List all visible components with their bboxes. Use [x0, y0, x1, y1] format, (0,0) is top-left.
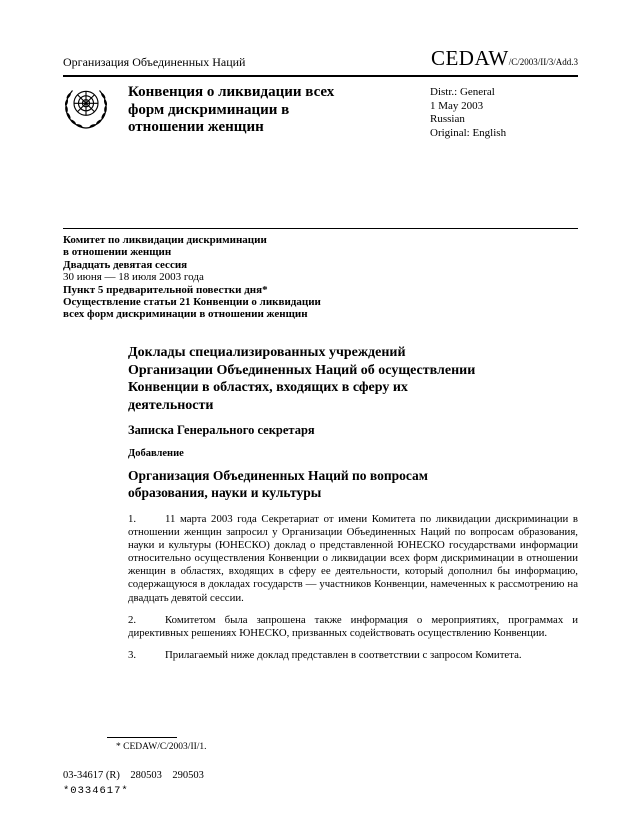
report-title-line: деятельности	[128, 397, 214, 413]
unesco-section-title	[128, 467, 528, 501]
paragraph-number: 2.	[128, 613, 137, 626]
document-symbol	[431, 46, 578, 71]
distribution-block	[430, 86, 506, 140]
paragraph	[128, 513, 578, 605]
report-title	[128, 344, 548, 414]
footer-print-code: *0334617*	[63, 785, 129, 797]
organization-name: Организация Объединенных Наций	[63, 55, 246, 69]
language-line: Russian	[430, 113, 465, 125]
un-emblem-icon	[62, 83, 110, 131]
agenda-title-line: Осуществление статьи 21 Конвенции о ликвидации	[63, 296, 321, 309]
paragraph-number: 3.	[128, 648, 137, 661]
committee-name-line: в отношении женщин	[63, 246, 172, 259]
document-symbol-main: CEDAW	[430, 46, 509, 70]
paragraph-text: Прилагаемый ниже доклад представлен в соответствии с запросом Комитета.	[165, 648, 522, 661]
session-label: Двадцать девятая сессия	[63, 258, 188, 271]
date-line: 1 May 2003	[430, 99, 484, 112]
convention-title-line: Конвенция о ликвидации всех	[128, 84, 335, 100]
paragraph-number: 1.	[128, 513, 137, 525]
masthead-divider	[63, 228, 578, 229]
committee-name-line: Комитет по ликвидации дискриминации	[63, 234, 267, 246]
convention-title-line: отношении женщин	[128, 119, 264, 135]
header-divider	[63, 75, 578, 77]
original-language-line: Original: English	[430, 126, 507, 139]
footer-document-number: 03-34617 (R) 280503 290503	[63, 770, 204, 781]
convention-title	[128, 84, 358, 137]
body-paragraphs	[128, 513, 578, 662]
paragraph	[128, 649, 578, 662]
report-title-line: Организации Объединенных Наций об осуществлении	[128, 362, 476, 378]
report-title-line: Конвенции в областях, входящих в сферу их	[128, 380, 408, 395]
document-symbol-suffix: /C/2003/II/3/Add.3	[508, 57, 578, 67]
committee-block	[63, 234, 363, 321]
paragraph-text: Комитетом была запрошена также информация о мероприятиях, программах и директивных решениях ЮНЕСКО, призванных содействовать осуществлению Конвенции.	[128, 613, 578, 639]
unesco-section-title-line: образования, науки и культуры	[128, 485, 322, 500]
agenda-item: Пункт 5 предварительной повестки дня*	[63, 283, 268, 296]
report-title-line: Доклады специализированных учреждений	[128, 345, 406, 360]
footnote-divider	[107, 737, 177, 738]
paragraph-text: 11 марта 2003 года Секретариат от имени Комитета по ликвидации дискриминации в отношении женщин запросил у Организации Объединенных Наций по вопросам образования, науки и культуры (ЮНЕСКО) доклад о представленной ЮНЕСКО государствами информации относительно осуществления Конвенции о ликвидации всех форм дискриминации в отношении женщин в областях, входящих в сферу ее деятельности, который дополнил бы информацию, содержащуюся в докладах государств — участников Конвенции, намеченных к рассмотрению на двадцать девятой сессии.	[128, 513, 578, 604]
paragraph	[128, 614, 578, 640]
distr-line: Distr.: General	[430, 86, 495, 98]
addendum-label: Добавление	[128, 448, 184, 459]
note-subtitle: Записка Генерального секретаря	[128, 423, 315, 437]
footnote-text: * CEDAW/C/2003/II/1.	[116, 742, 207, 752]
agenda-title-line: всех форм дискриминации в отношении женщин	[63, 308, 308, 321]
session-dates: 30 июня — 18 июля 2003 года	[63, 271, 204, 284]
convention-title-line: форм дискриминации в	[128, 101, 290, 118]
unesco-section-title-line: Организация Объединенных Наций по вопросам	[128, 468, 429, 483]
